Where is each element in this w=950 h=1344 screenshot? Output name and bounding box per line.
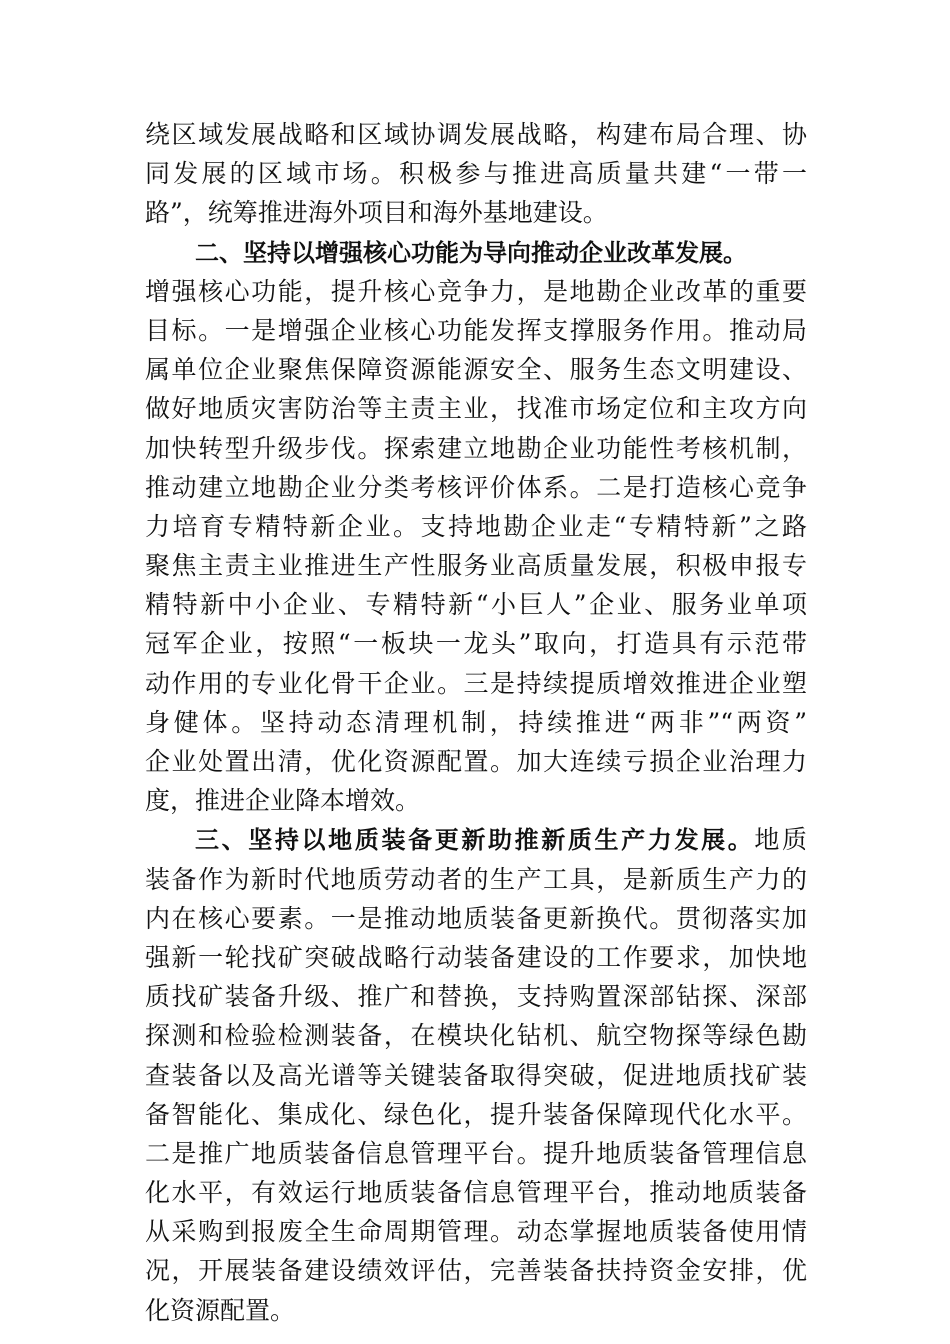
document-body	[145, 115, 807, 1330]
section-heading-line	[145, 820, 807, 859]
text-line: 精特新中小企业、专精特新“小巨人”企业、服务业单项	[145, 590, 807, 620]
text-line: 加快转型升级步伐。探索建立地勘企业功能性考核机制，	[145, 433, 807, 463]
text-line: 力培育专精特新企业。支持地勘企业走“专精特新”之路	[145, 511, 807, 541]
section-heading-line	[145, 233, 807, 272]
text-line: 二是推广地质装备信息管理平台。提升地质装备管理信息	[145, 1138, 807, 1168]
text-line: 目标。一是增强企业核心功能发挥支撑服务作用。推动局	[145, 315, 807, 345]
text-line: 化资源配置。	[145, 1295, 296, 1325]
text-line: 度，推进企业降本增效。	[145, 786, 421, 816]
text-run: 地质	[754, 825, 807, 855]
text-line: 冠军企业，按照“一板块一龙头”取向，打造具有示范带	[145, 629, 807, 659]
text-line: 企业处置出清，优化资源配置。加大连续亏损企业治理力	[145, 747, 807, 776]
text-line: 从采购到报废全生命周期管理。动态掌握地质装备使用情	[145, 1217, 807, 1247]
text-line: 化水平，有效运行地质装备信息管理平台，推动地质装备	[145, 1178, 807, 1208]
text-line: 查装备以及高光谱等关键装备取得突破，促进地质找矿装	[145, 1060, 807, 1090]
section-heading: 三、坚持以地质装备更新助推新质生产力发展。	[195, 826, 755, 855]
text-line: 备智能化、集成化、绿色化，提升装备保障现代化水平。	[145, 1099, 807, 1129]
text-line: 装备作为新时代地质劳动者的生产工具，是新质生产力的	[145, 864, 807, 894]
text-line: 身健体。坚持动态清理机制，持续推进“两非”“两资”	[145, 707, 807, 737]
text-line: 强新一轮找矿突破战略行动装备建设的工作要求，加快地	[145, 942, 807, 972]
text-line: 做好地质灾害防治等主责主业，找准市场定位和主攻方向	[145, 394, 807, 424]
text-line: 动作用的专业化骨干企业。三是持续提质增效推进企业塑	[145, 668, 807, 698]
text-line: 内在核心要素。一是推动地质装备更新换代。贯彻落实加	[145, 903, 807, 933]
text-line: 聚焦主责主业推进生产性服务业高质量发展，积极申报专	[145, 551, 807, 581]
text-line: 属单位企业聚焦保障资源能源安全、服务生态文明建设、	[145, 355, 807, 385]
text-line: 质找矿装备升级、推广和替换，支持购置深部钻探、深部	[145, 982, 807, 1012]
section-heading: 二、坚持以增强核心功能为导向推动企业改革发展。	[195, 238, 747, 267]
text-line: 增强核心功能，提升核心竞争力，是地勘企业改革的重要	[145, 276, 807, 306]
text-line: 路”，统筹推进海外项目和海外基地建设。	[145, 198, 608, 228]
text-line: 探测和检验检测装备，在模块化钻机、航空物探等绿色勘	[145, 1021, 807, 1051]
text-line: 同发展的区域市场。积极参与推进高质量共建“一带一	[145, 159, 807, 189]
text-line: 推动建立地勘企业分类考核评价体系。二是打造核心竞争	[145, 472, 807, 502]
text-line: 绕区域发展战略和区域协调发展战略，构建布局合理、协	[145, 120, 807, 149]
text-line: 况，开展装备建设绩效评估，完善装备扶持资金安排，优	[145, 1256, 807, 1286]
